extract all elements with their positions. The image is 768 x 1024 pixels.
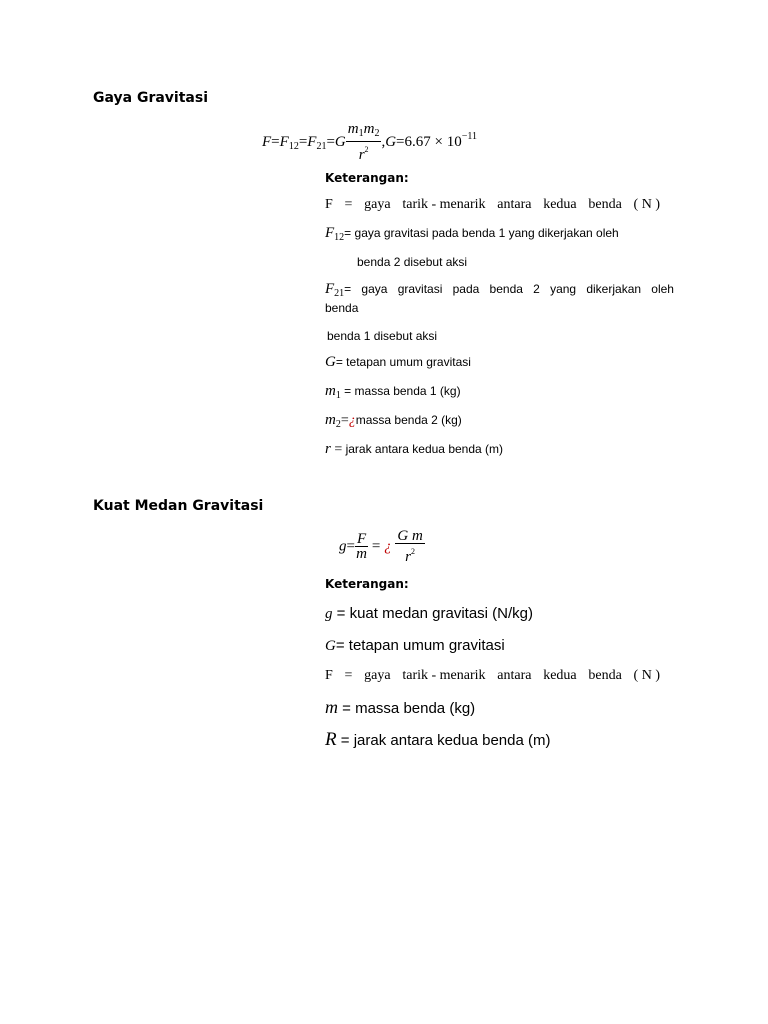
section-title-kuat-medan-gravitasi: Kuat Medan Gravitasi (93, 498, 264, 514)
fraction-F-over-m: $\frac{F}{m}$ (356, 531, 367, 562)
legend-G-1: G= tetapan umum gravitasi (325, 354, 471, 370)
legend-m: m = massa benda (kg) (325, 697, 476, 717)
keterangan-label-2: Keterangan: (325, 577, 409, 591)
legend-F12-cont: benda 2 disebut aksi (357, 255, 468, 269)
fraction-Gm-over-r2: $\frac{\text{G m}}{r^2}$ (397, 528, 423, 565)
section-title-gaya-gravitasi: Gaya Gravitasi (93, 90, 208, 106)
legend-F12: $F_{12}=$ gaya gravitasi pada benda 1 yang dikerjakan oleh (325, 225, 619, 243)
inverted-question-glyph: ¿ (384, 538, 392, 555)
fraction-m1m2-over-r2: $\frac{m_1m_2}{r^2}$ (347, 121, 380, 163)
legend-g: g = kuat medan gravitasi (N/kg) (325, 605, 534, 622)
legend-F-gaya-tarik-menarik-1: F = gaya tarik - menarik antara kedua benda ( N ) (325, 197, 660, 212)
legend-F21: $F_{21}=$ gaya gravitasi pada benda 2 yang dikerjakan oleh benda (325, 281, 674, 315)
formula-field-strength: g= $\frac{F}{m}$ = ¿ $\frac{\text{G m}}{r^2}$ (339, 528, 423, 565)
legend-r: r = jarak antara kedua benda (m) (325, 441, 504, 457)
legend-m1: $m_1$ = massa benda 1 (kg) (325, 383, 461, 401)
legend-R: R = jarak antara kedua benda (m) (325, 729, 551, 750)
legend-m2: $m_2=¿massa$ benda 2 (kg) (325, 412, 462, 430)
keterangan-label-1: Keterangan: (325, 171, 409, 185)
legend-F21-cont: benda 1 disebut aksi (327, 329, 438, 343)
formula-gravity-force: $F=F_{12}=F_{21}=G$ $\frac{m_1m_2}{r^2}$ $,G=6.67 \times 10^{-11}$ (262, 121, 478, 163)
inverted-question-glyph: ¿ (348, 413, 356, 428)
legend-G-2: G= tetapan umum gravitasi (325, 637, 505, 654)
legend-F-gaya-tarik-menarik-2: F = gaya tarik - menarik antara kedua benda ( N ) (325, 668, 660, 683)
